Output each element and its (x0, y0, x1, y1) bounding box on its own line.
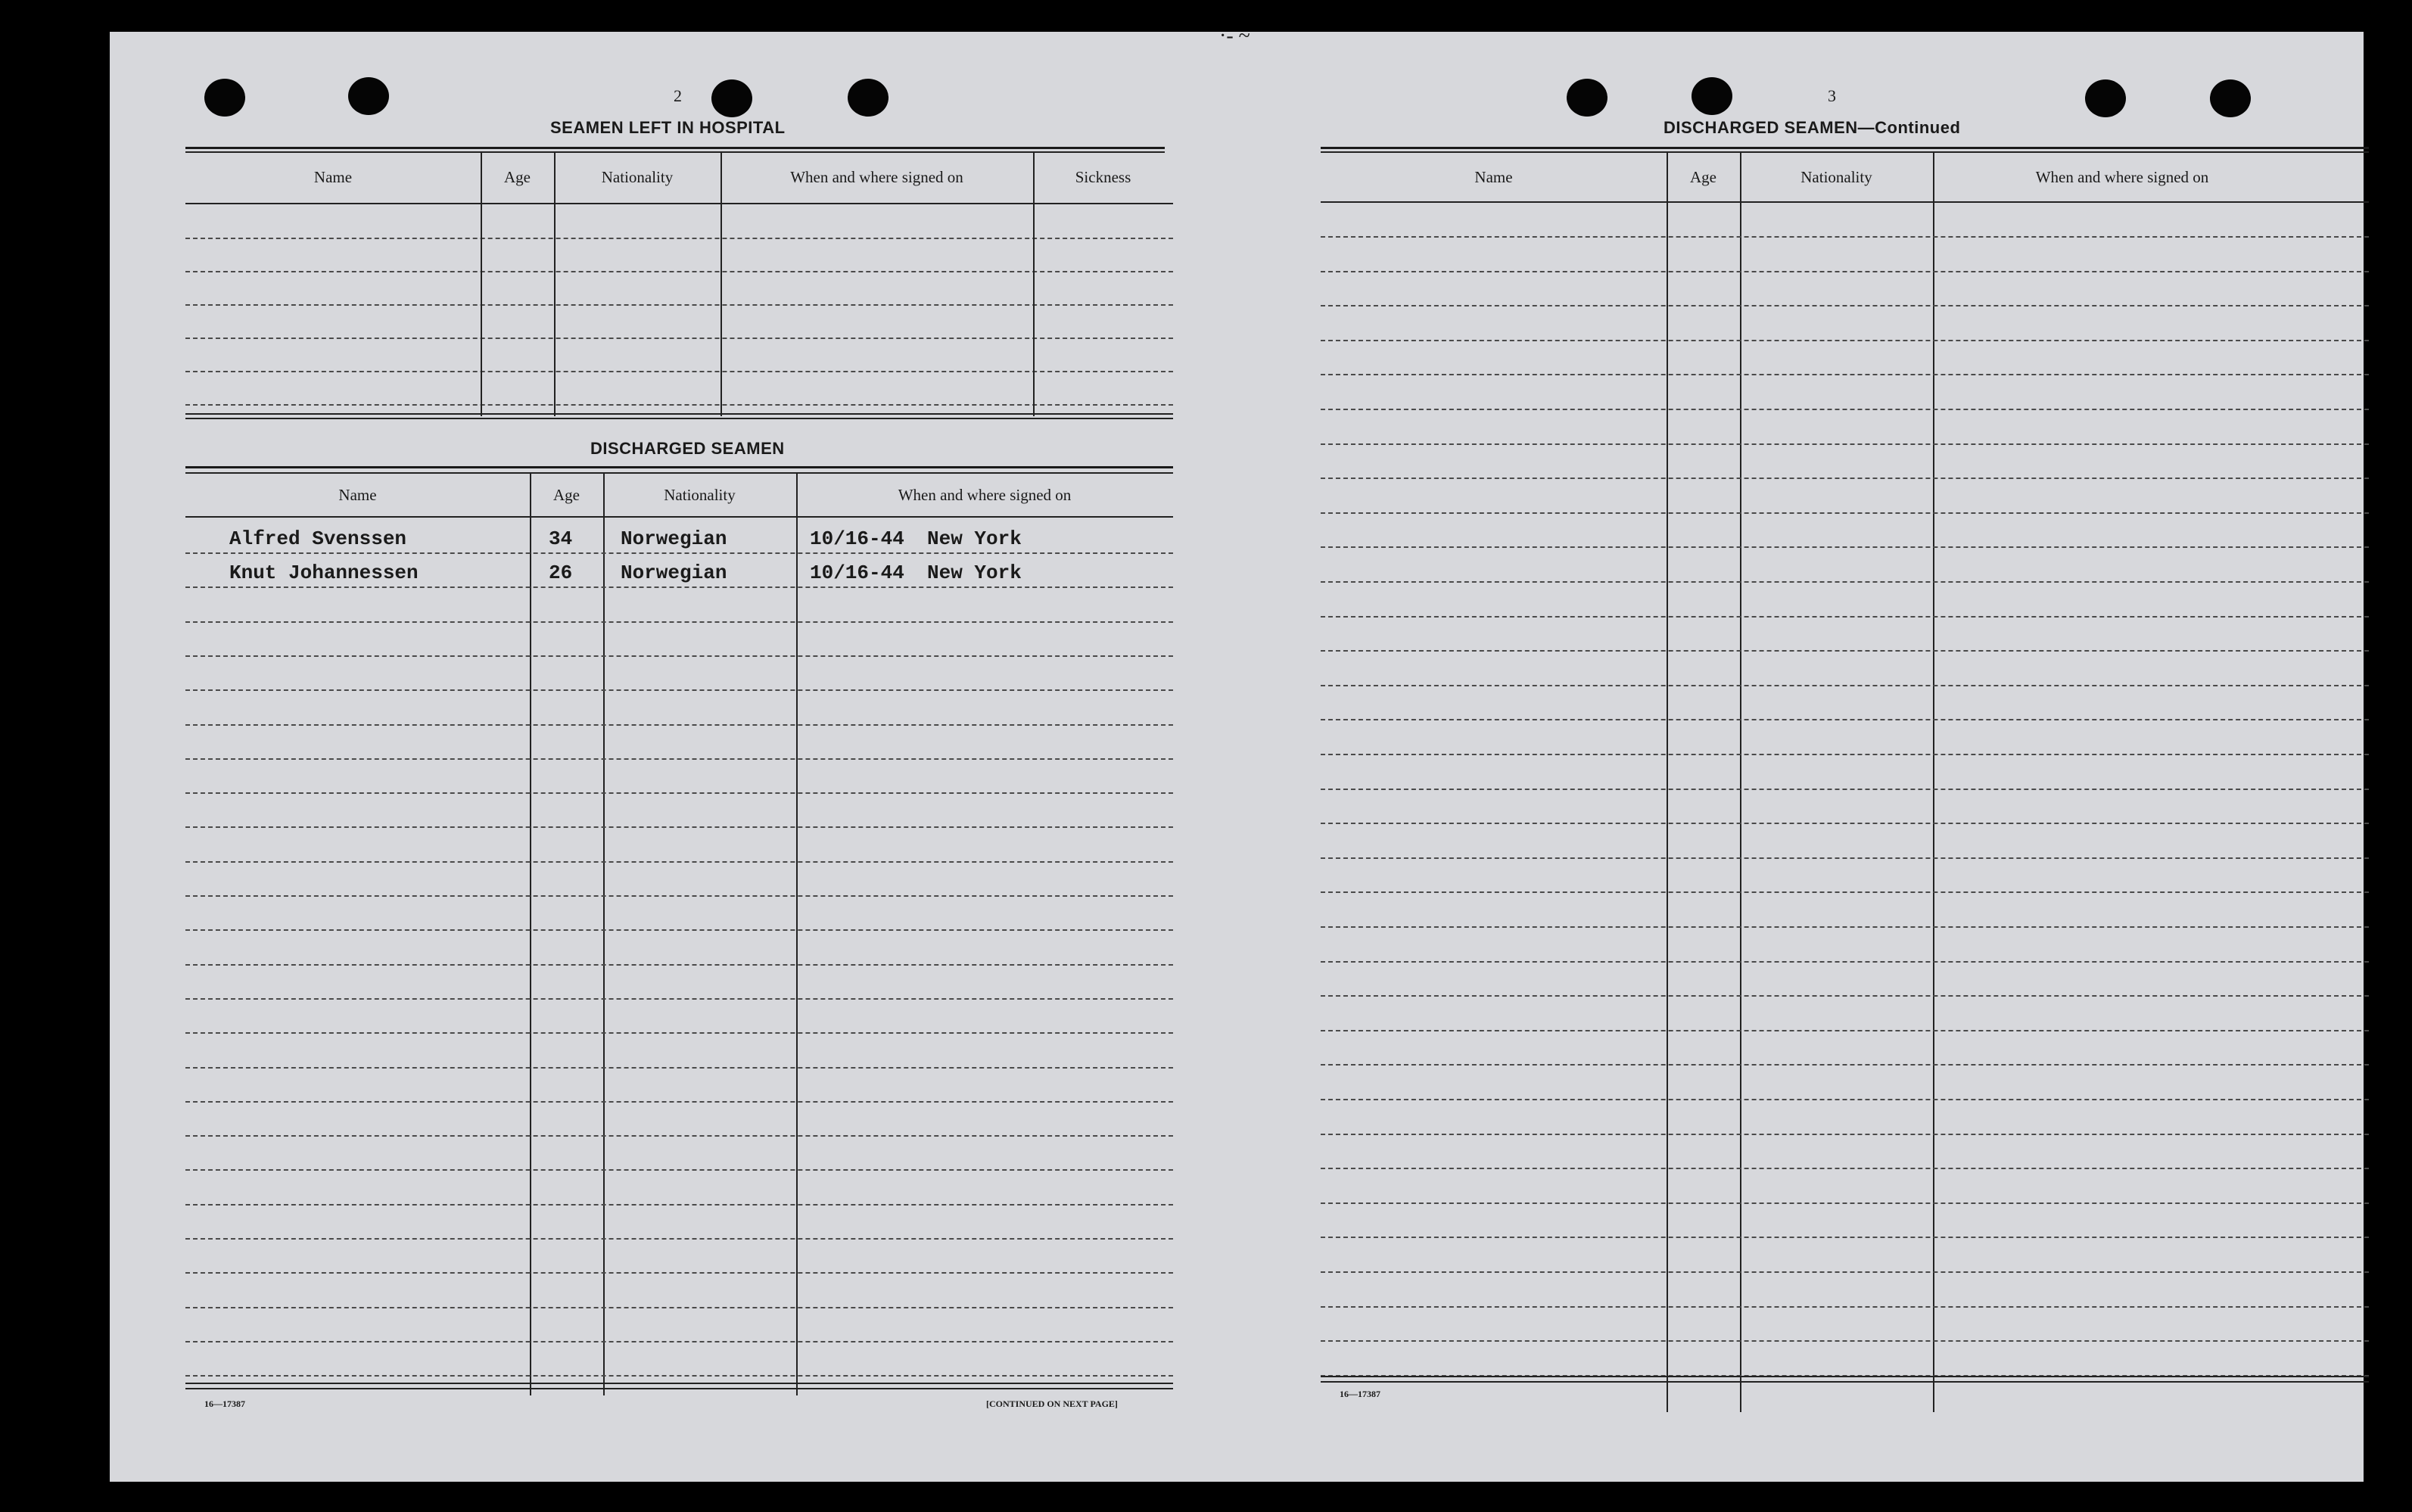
table-rule (185, 472, 1173, 474)
column-divider (720, 151, 722, 416)
row-rule (1321, 961, 2369, 963)
punch-hole (1567, 79, 1607, 117)
punch-hole (204, 79, 245, 117)
entry-date: 10/16-44 (810, 562, 904, 584)
row-rule (1321, 409, 2369, 410)
row-rule (1321, 1340, 2369, 1342)
entry-place: New York (927, 562, 1022, 584)
discharged-col-age: Age (553, 486, 580, 504)
row-rule (185, 1169, 1173, 1171)
row-rule (1321, 546, 2369, 548)
right-col-nationality: Nationality (1800, 168, 1872, 186)
table-rule (185, 413, 1173, 415)
column-divider (530, 472, 531, 1395)
table-rule (1321, 1381, 2369, 1383)
column-divider (481, 151, 482, 416)
entry-place: New York (927, 527, 1022, 550)
row-rule (185, 758, 1173, 760)
row-rule (1321, 1030, 2369, 1031)
column-divider (1033, 151, 1035, 416)
punch-hole (2210, 79, 2251, 117)
row-rule (185, 338, 1173, 339)
row-rule (1321, 823, 2369, 824)
row-rule (1321, 374, 2369, 375)
row-rule (185, 1101, 1173, 1103)
entry-age: 34 (549, 527, 573, 550)
row-rule (1321, 1064, 2369, 1066)
row-rule (1321, 512, 2369, 514)
row-rule (185, 1067, 1173, 1069)
table-rule (185, 418, 1173, 419)
row-rule (185, 304, 1173, 306)
entry-nationality: Norwegian (621, 527, 727, 550)
table-rule (185, 203, 1173, 204)
row-rule (185, 552, 1173, 554)
row-rule (1321, 1306, 2369, 1308)
punch-hole (1692, 77, 1732, 115)
right-section-title: DISCHARGED SEAMEN—Continued (1664, 118, 1961, 137)
hospital-col-age: Age (504, 168, 531, 186)
right-col-signed-on: When and where signed on (2035, 168, 2209, 186)
row-rule (1321, 754, 2369, 755)
row-rule (185, 1341, 1173, 1342)
row-rule (1321, 891, 2369, 893)
page-number-left: 2 (674, 86, 682, 105)
row-rule (1321, 1271, 2369, 1273)
row-rule (185, 895, 1173, 897)
entry-date: 10/16-44 (810, 527, 904, 550)
form-number-right: 16—17387 (1340, 1389, 1380, 1399)
row-rule (1321, 1202, 2369, 1204)
table-rule (185, 1388, 1173, 1389)
form-number-left: 16—17387 (204, 1398, 245, 1409)
row-rule (185, 826, 1173, 828)
table-rule (185, 147, 1165, 149)
entry-name: Knut Johannessen (229, 562, 419, 584)
row-rule (185, 271, 1173, 272)
entry-age: 26 (549, 562, 573, 584)
punch-hole (711, 79, 752, 117)
table-rule (1321, 1376, 2369, 1377)
entry-name: Alfred Svenssen (229, 527, 407, 550)
continued-note: [CONTINUED ON NEXT PAGE] (986, 1398, 1118, 1409)
entry-nationality: Norwegian (621, 562, 727, 584)
row-rule (1321, 1168, 2369, 1169)
hospital-section-title: SEAMEN LEFT IN HOSPITAL (550, 118, 786, 137)
table-rule (185, 1383, 1173, 1384)
row-rule (185, 1307, 1173, 1308)
row-rule (185, 861, 1173, 863)
row-rule (185, 1204, 1173, 1206)
row-rule (1321, 271, 2369, 272)
row-rule (185, 621, 1173, 623)
punch-hole (348, 77, 389, 115)
discharged-col-nationality: Nationality (664, 486, 736, 504)
hospital-col-name: Name (313, 168, 353, 186)
table-rule (185, 151, 1165, 153)
table-rule (1321, 151, 2369, 153)
row-rule (185, 929, 1173, 931)
row-rule (1321, 305, 2369, 306)
row-rule (185, 1272, 1173, 1274)
right-col-name: Name (1474, 168, 1513, 186)
table-rule (185, 516, 1173, 518)
row-rule (1321, 926, 2369, 928)
row-rule (185, 792, 1173, 794)
row-rule (1321, 478, 2369, 479)
row-rule (1321, 616, 2369, 618)
row-rule (185, 1135, 1173, 1137)
row-rule (1321, 443, 2369, 445)
table-rule (185, 466, 1173, 468)
hospital-col-signed-on: When and where signed on (790, 168, 963, 186)
row-rule (1321, 857, 2369, 859)
row-rule (1321, 719, 2369, 720)
row-rule (1321, 1134, 2369, 1135)
row-rule (185, 998, 1173, 1000)
row-rule (185, 1238, 1173, 1240)
row-rule (1321, 1099, 2369, 1100)
row-rule (1321, 340, 2369, 341)
row-rule (185, 586, 1173, 588)
row-rule (1321, 236, 2369, 238)
scan-mark: ·- ~ (1219, 24, 1250, 48)
row-rule (1321, 581, 2369, 583)
column-divider (796, 472, 798, 1395)
hospital-col-nationality: Nationality (601, 168, 674, 186)
punch-hole (848, 79, 889, 117)
row-rule (185, 964, 1173, 966)
discharged-col-name: Name (338, 486, 377, 504)
row-rule (185, 238, 1173, 239)
row-rule (185, 1032, 1173, 1034)
row-rule (185, 724, 1173, 726)
table-rule (1321, 201, 2369, 203)
column-divider (603, 472, 605, 1395)
punch-hole (2085, 79, 2126, 117)
row-rule (185, 404, 1173, 406)
document-sheet (110, 24, 2364, 1482)
row-rule (1321, 789, 2369, 790)
row-rule (1321, 685, 2369, 686)
row-rule (185, 1375, 1173, 1377)
table-rule (1321, 147, 2369, 149)
row-rule (185, 655, 1173, 657)
row-rule (1321, 650, 2369, 652)
discharged-col-signed-on: When and where signed on (898, 486, 1072, 504)
right-col-age: Age (1690, 168, 1716, 186)
row-rule (1321, 1237, 2369, 1238)
row-rule (185, 371, 1173, 372)
page-number-right: 3 (1828, 86, 1836, 105)
column-divider (554, 151, 556, 416)
row-rule (185, 689, 1173, 691)
hospital-col-sickness: Sickness (1075, 168, 1131, 186)
row-rule (1321, 995, 2369, 997)
discharged-section-title: DISCHARGED SEAMEN (590, 439, 785, 458)
